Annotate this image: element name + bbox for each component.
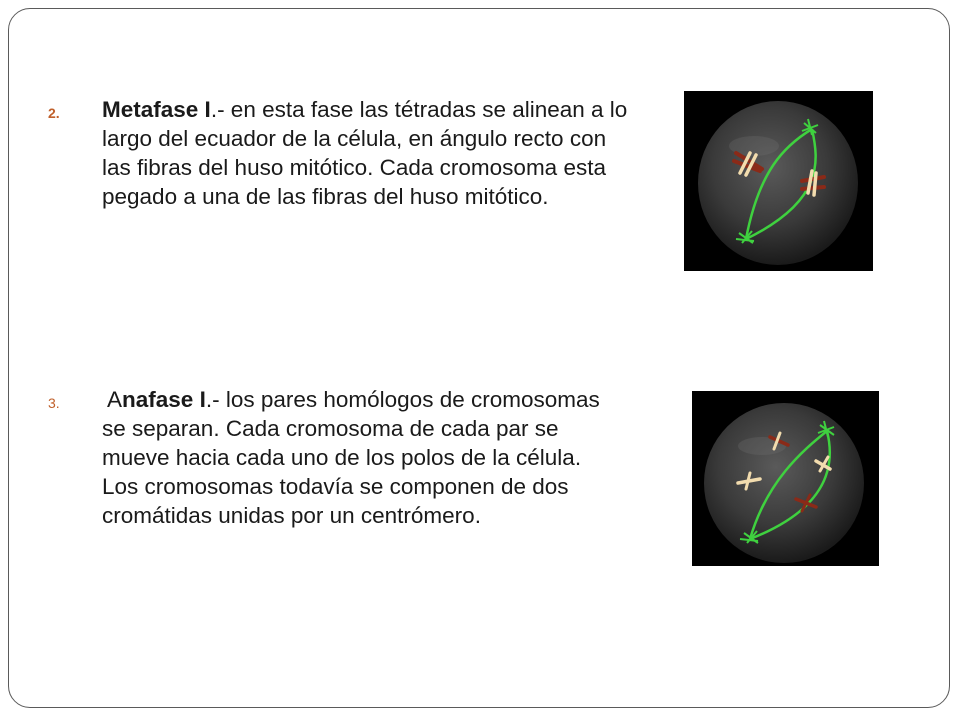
list-item-metafase [48, 95, 628, 211]
term-anafase: nafase I [122, 387, 206, 412]
term-metafase: Metafase I [102, 97, 211, 122]
term-lead: A [102, 387, 123, 412]
item-number: 3. [48, 395, 60, 411]
item-text [102, 95, 628, 211]
item-text [102, 385, 628, 530]
description-metafase: .- en esta fase las tétradas se alinean a lo largo del ecuador de la célula, en ángulo recto con las fibras del huso mitótico. Cada cromosoma esta pegado a una de las fibras del huso mitótico. [102, 97, 628, 209]
description-anafase-1: .- los pares homólogos de cromosomas se separan. Cada cromosoma de cada par se mueve hacia cada uno de los polos de la célula. [102, 387, 600, 470]
item-number: 2. [48, 105, 60, 121]
list-item-anafase [48, 385, 628, 530]
anaphase-cell-diagram-icon [692, 391, 879, 566]
metaphase-cell-diagram-icon [684, 91, 873, 271]
description-anafase-2: Los cromosomas todavía se componen de dos cromátidas unidas por un centrómero. [102, 474, 569, 528]
